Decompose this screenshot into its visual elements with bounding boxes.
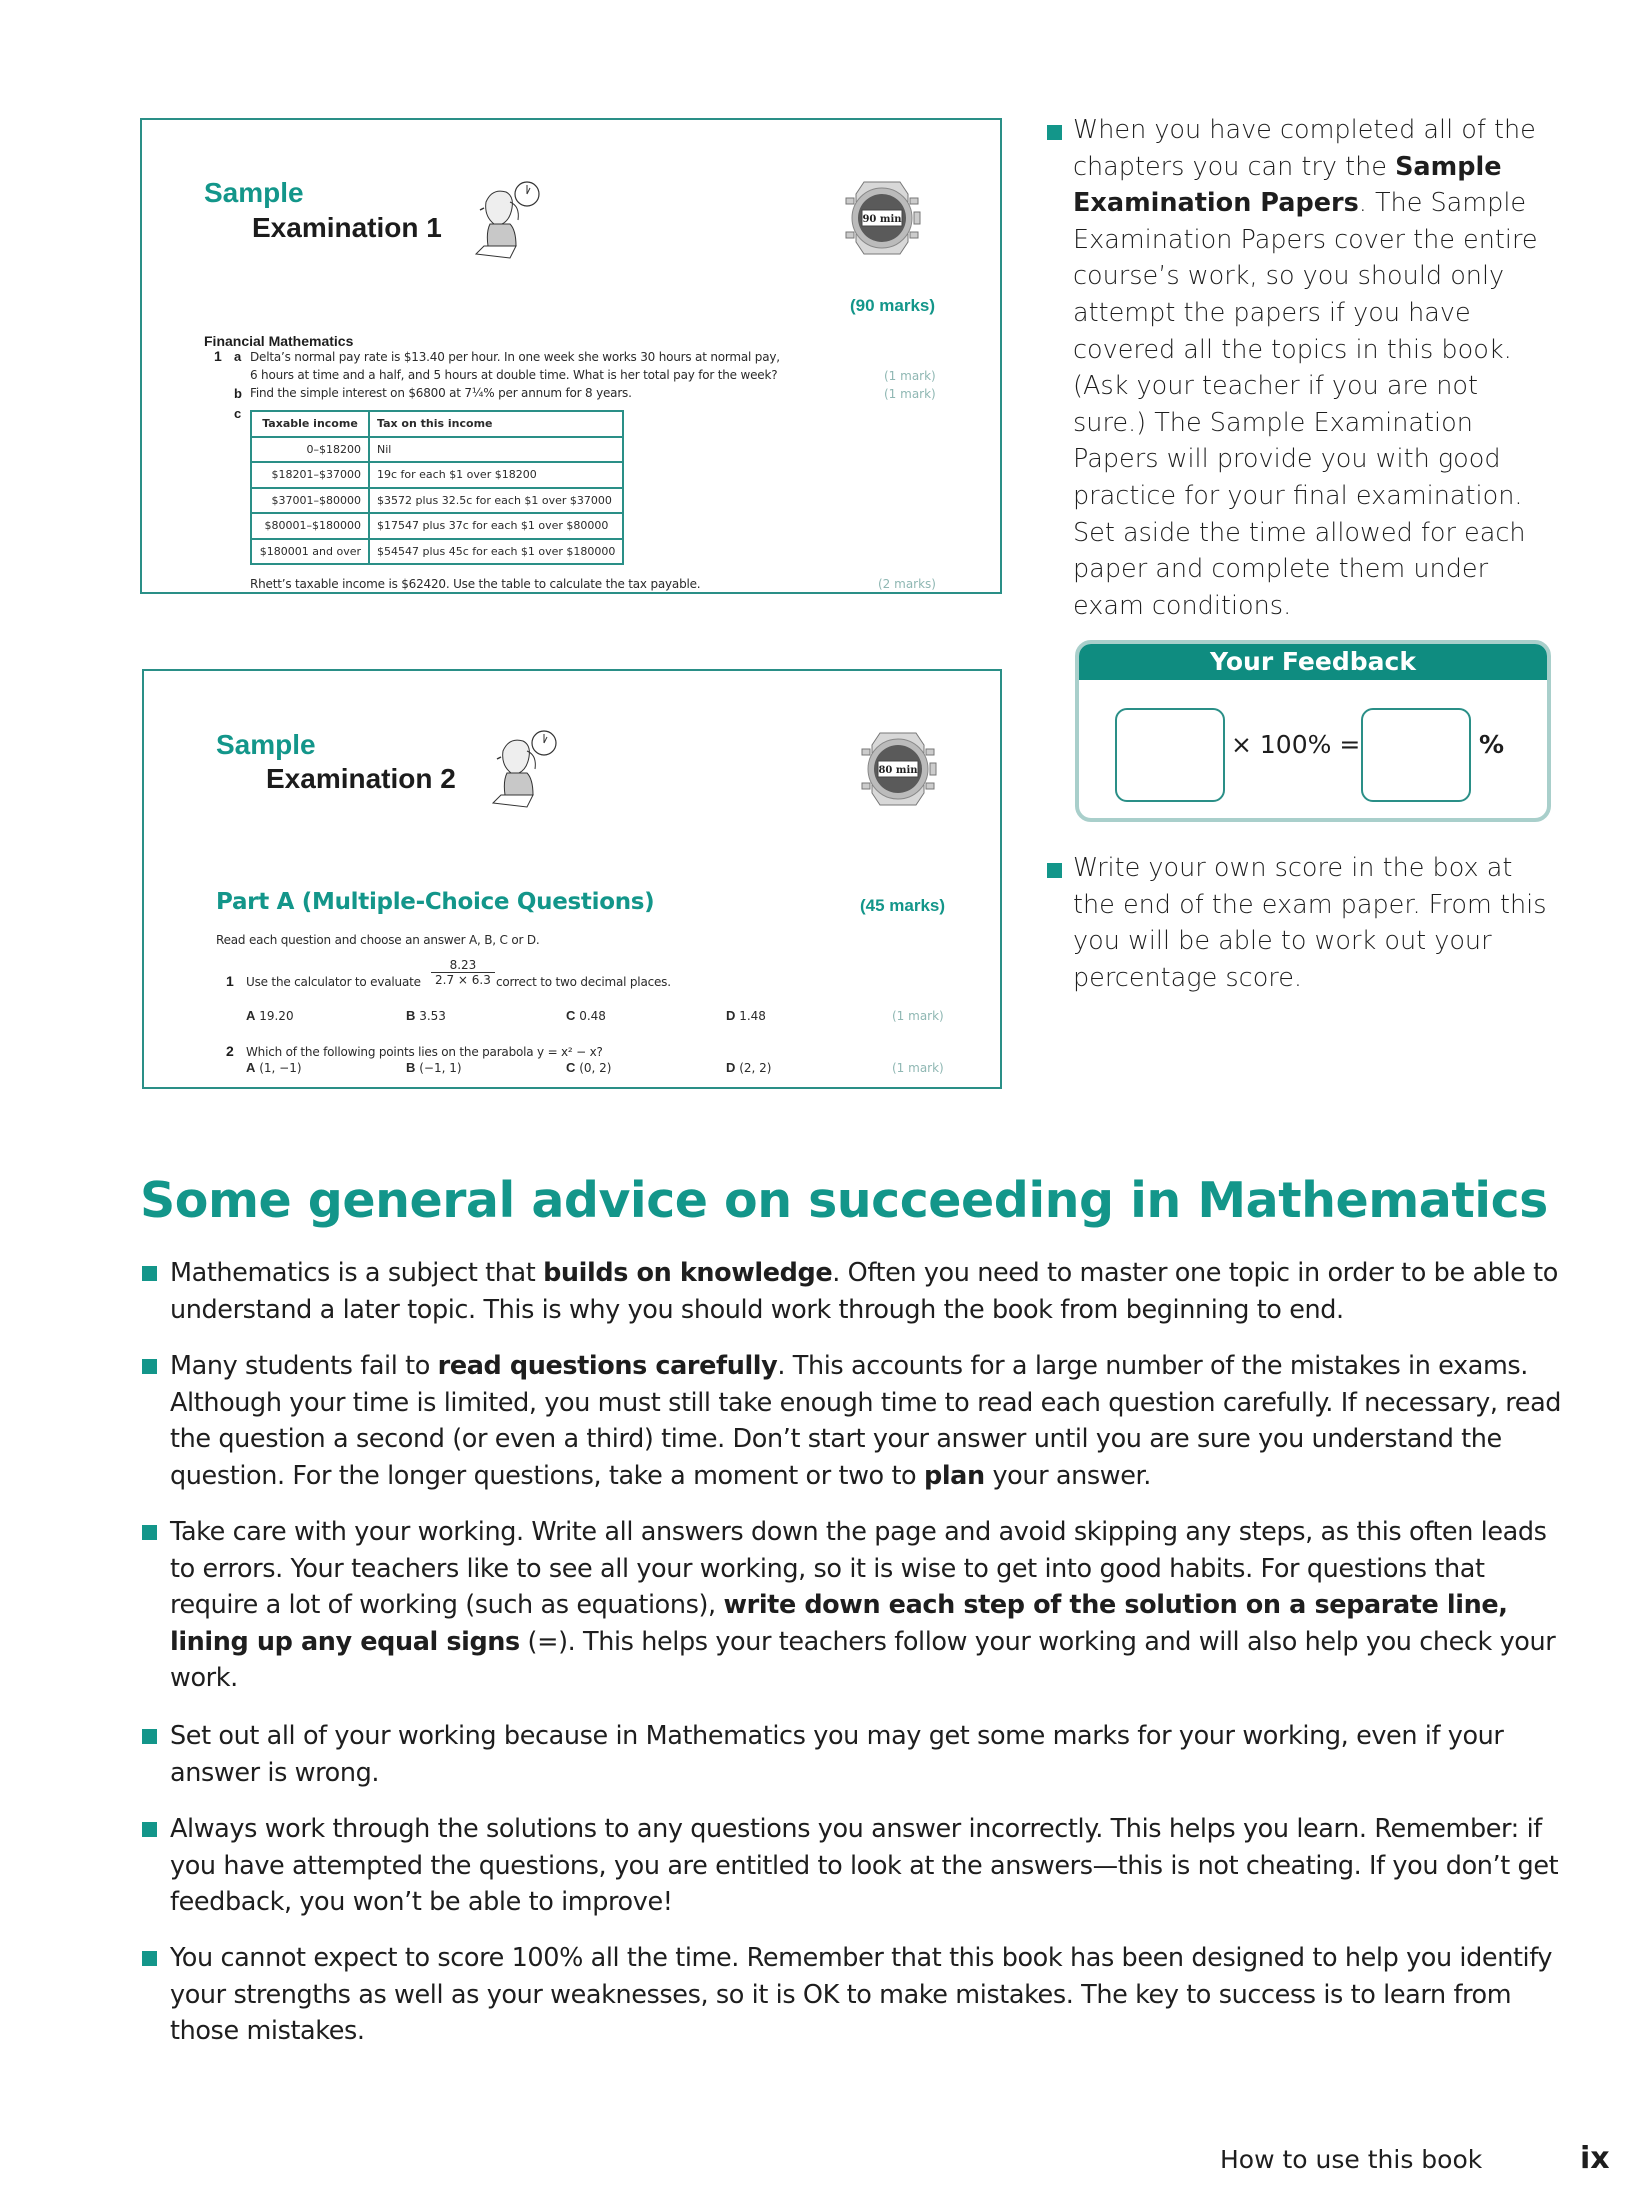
exam2-q1-option-c: C 0.48 (566, 1008, 606, 1023)
exam2-q2-option-a: A (1, −1) (246, 1060, 302, 1075)
sample-papers-paragraph (1073, 112, 1553, 624)
exam2-q2-option-b: B (−1, 1) (406, 1060, 462, 1075)
tax-table-cell: $80001–$180000 (251, 513, 369, 539)
exam1-part-b-text: Find the simple interest on $6800 at 7¼% per annum for 8 years. (250, 386, 632, 400)
bullet-square-icon (142, 1359, 157, 1374)
fraction-numerator: 8.23 (449, 958, 477, 972)
exam2-instruction: Read each question and choose an answer A, B, C or D. (216, 933, 540, 947)
tax-rate-table (250, 410, 624, 565)
bullet-square-icon (1047, 863, 1062, 878)
exam1-section-heading: Financial Mathematics (204, 333, 354, 349)
exam2-q1-text-after: correct to two decimal places. (496, 975, 671, 989)
exam2-q1-option-a: A 19.20 (246, 1008, 294, 1023)
exam2-q1-number: 1 (226, 973, 234, 989)
stopwatch-90-min-icon (842, 178, 922, 258)
bullet-square-icon (1047, 125, 1062, 140)
exam2-q1-text: Use the calculator to evaluate (246, 975, 421, 989)
exam2-part-title: Part A (Multiple-Choice Questions) (216, 889, 655, 915)
exam1-sample-label: Sample (204, 177, 304, 208)
tax-table-cell: 19c for each $1 over $18200 (369, 462, 623, 488)
advice-text: Mathematics is a subject that builds on knowledge. Often you need to master one topic in order to be able to understand a later topic. This is why you should work through the book from beginning to end. (170, 1258, 1558, 1325)
bullet-square-icon (142, 1729, 157, 1744)
student-thinking-illustration-icon (472, 180, 547, 260)
advice-text: Always work through the solutions to any questions you answer incorrectly. This helps you learn. Remember: if you have attempted the questions, you are entitled to look at the answers—this is not cheating. If you don’t get feedback, you won’t be able to improve! (170, 1814, 1559, 1918)
student-thinking-illustration-icon (489, 729, 564, 809)
score-paragraph: Write your own score in the box at the end of the exam paper. From this you will be able to work out your percentage score. (1073, 853, 1547, 993)
svg-text:80 min: 80 min (878, 765, 918, 776)
exam1-part-c-text: Rhett’s taxable income is $62420. Use the table to calculate the tax payable. (250, 577, 701, 591)
exam1-part-a-marks: (1 mark) (884, 369, 936, 383)
tax-table-header: Taxable income (251, 411, 369, 437)
tax-table-cell: $37001–$80000 (251, 488, 369, 514)
bullet-square-icon (142, 1525, 157, 1540)
exam1-part-c-letter: c (234, 406, 242, 421)
exam1-part-b-letter: b (234, 386, 242, 401)
sample-exam-2-preview (142, 669, 1002, 1089)
sample-exam-1-preview (140, 118, 1002, 594)
exam1-part-c-marks: (2 marks) (878, 577, 936, 591)
bullet-square-icon (142, 1266, 157, 1281)
feedback-percent-sign: % (1479, 730, 1505, 759)
tax-table-row (251, 437, 623, 463)
footer-section-title: How to use this book (1220, 2145, 1483, 2174)
exam1-part-a-text-2: 6 hours at time and a half, and 5 hours at double time. What is her total pay for the week? (250, 368, 778, 382)
tax-table-cell: $180001 and over (251, 539, 369, 565)
advice-text: Take care with your working. Write all answers down the page and avoid skipping any steps, as this often leads to errors. Your teachers like to see all your working, so it is wise to get into good habits. For questions that require a lot of working (such as equations), write down each step of the solution on a separate line, lining up any equal signs (=). This helps your teachers follow your working and will also help you check your work. (170, 1517, 1556, 1694)
exam2-q2-option-d: D (2, 2) (726, 1060, 772, 1075)
exam2-sample-label: Sample (216, 729, 316, 760)
exam2-part-marks: (45 marks) (860, 896, 946, 915)
tax-table-header-row (251, 411, 623, 437)
section-heading: Some general advice on succeeding in Mathematics (140, 1172, 1548, 1229)
exam1-part-a-letter: a (234, 349, 242, 364)
exam1-title: Examination 1 (252, 212, 442, 243)
tax-table-cell: $17547 plus 37c for each $1 over $80000 (369, 513, 623, 539)
advice-text: You cannot expect to score 100% all the time. Remember that this book has been designed to help you identify your strengths as well as your weaknesses, so it is OK to make mistakes. The key to success is to learn from those mistakes. (170, 1943, 1553, 2047)
advice-text: Set out all of your working because in Mathematics you may get some marks for your working, even if your answer is wrong. (170, 1721, 1504, 1788)
exam1-total-marks: (90 marks) (850, 296, 936, 315)
tax-table-row (251, 488, 623, 514)
stopwatch-80-min-icon (858, 729, 938, 809)
exam2-q1-option-b: B 3.53 (406, 1008, 446, 1023)
tax-table-cell: $3572 plus 32.5c for each $1 over $37000 (369, 488, 623, 514)
exam2-q2-text: Which of the following points lies on the parabola y = x² − x? (246, 1045, 603, 1059)
feedback-title: Your Feedback (1079, 644, 1547, 680)
text-run: When you have completed all of the chapters you can try the (1073, 115, 1536, 182)
tax-table-header: Tax on this income (369, 411, 623, 437)
emphasis-text: Sample Examination Papers (1073, 151, 1502, 219)
bullet-square-icon (142, 1951, 157, 1966)
advice-text: Many students fail to read questions carefully. This accounts for a large number of the mistakes in exams. Although your time is limited, you must still take enough time to read each question carefully. If necessary, read the question a second (or even a third) time. Don’t start your answer until you are sure you understand the question. For the longer questions, take a moment or two to plan your answer. (170, 1351, 1562, 1491)
exam2-q2-number: 2 (226, 1043, 234, 1059)
exam2-q1-marks: (1 mark) (892, 1009, 944, 1023)
your-feedback-panel (1075, 640, 1551, 822)
tax-table-cell: 0–$18200 (251, 437, 369, 463)
page-number: ix (1580, 2141, 1610, 2176)
svg-text:90 min: 90 min (862, 214, 902, 225)
tax-table-row (251, 462, 623, 488)
exam2-q1-option-d: D 1.48 (726, 1008, 766, 1023)
exam1-part-b-marks: (1 mark) (884, 387, 936, 401)
fraction-denominator: 2.7 × 6.3 (431, 972, 495, 987)
exam1-question-number: 1 (214, 348, 222, 364)
feedback-multiplier: × 100% = (1231, 730, 1361, 759)
exam2-q2-marks: (1 mark) (892, 1061, 944, 1075)
tax-table-cell: $54547 plus 45c for each $1 over $180000 (369, 539, 623, 565)
tax-table-row (251, 539, 623, 565)
text-run: . The Sample Examination Papers cover the entire course’s work, so you should only attempt the papers if you have covered all the topics in this book. (Ask your teacher if you are not sure.) The Sample Examination Papers will provide you with good practice for your final examination. Set aside the time allowed for each paper and complete them under exam conditions. (1073, 188, 1538, 621)
bullet-square-icon (142, 1822, 157, 1837)
exam2-title: Examination 2 (266, 763, 456, 794)
exam2-q1-fraction (431, 958, 495, 987)
tax-table-row (251, 513, 623, 539)
score-input-box[interactable] (1115, 708, 1225, 802)
tax-table-cell: $18201–$37000 (251, 462, 369, 488)
percentage-input-box[interactable] (1361, 708, 1471, 802)
tax-table-cell: Nil (369, 437, 623, 463)
exam1-part-a-text: Delta’s normal pay rate is $13.40 per hour. In one week she works 30 hours at normal pay, (250, 350, 780, 364)
exam2-q2-option-c: C (0, 2) (566, 1060, 612, 1075)
